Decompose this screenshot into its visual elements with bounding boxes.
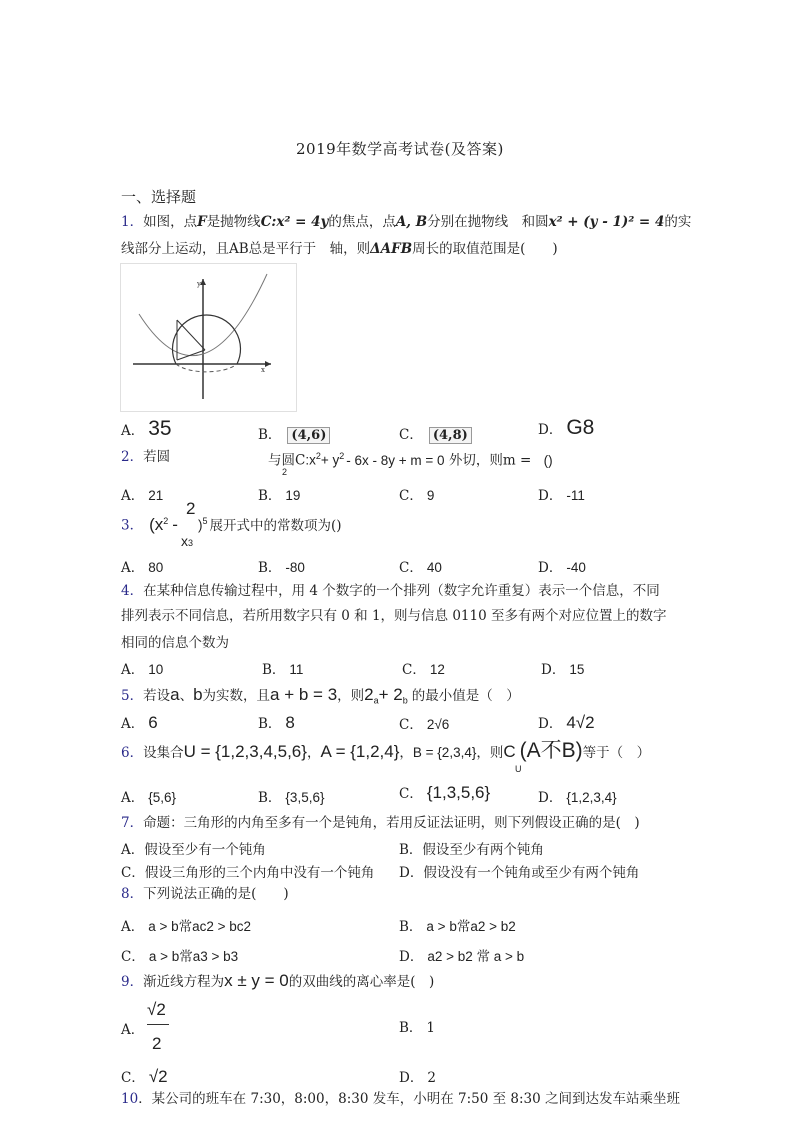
- option-value: 9: [426, 488, 435, 503]
- fraction-numerator: 2: [186, 499, 196, 518]
- text: 的实: [664, 214, 692, 230]
- expr: 2: [364, 685, 374, 704]
- exponent: 3: [188, 538, 194, 548]
- option-value: 35: [148, 417, 172, 440]
- option-value: 4√2: [566, 713, 595, 732]
- option-value: a > b常a2 > b2: [426, 919, 516, 934]
- option-B[interactable]: [258, 786, 324, 806]
- question-number: 7．: [121, 815, 144, 831]
- option-label: A．: [121, 423, 145, 439]
- var-b: b: [193, 685, 203, 704]
- option-label: B．: [399, 842, 423, 858]
- text: ，: [399, 745, 413, 761]
- svg-text:y: y: [197, 280, 201, 288]
- text: 与圆C: [268, 452, 306, 469]
- option-value: 2√6: [426, 717, 450, 732]
- option-D[interactable]: [538, 416, 594, 440]
- expr: (x: [149, 514, 164, 534]
- option-label: A．: [121, 716, 145, 732]
- text: 分别在抛物线 和圆: [427, 214, 549, 230]
- expr: + 2: [378, 685, 403, 704]
- option-value: a > b常a3 > b3: [148, 949, 239, 964]
- question-1-line-1: [121, 213, 691, 231]
- option-value: {3,5,6}: [285, 790, 325, 805]
- option-A-numerator[interactable]: √2: [147, 1000, 166, 1019]
- option-label: A．: [121, 560, 145, 576]
- option-B[interactable]: [258, 556, 305, 576]
- option-value: 假设至少有两个钝角: [422, 842, 544, 858]
- option-value: 假设三角形的三个内角中没有一个钝角: [144, 865, 375, 881]
- option-D[interactable]: [538, 556, 586, 576]
- option-label: C．: [121, 949, 145, 965]
- set-B: B = {2,3,4}: [412, 745, 477, 760]
- option-label: C．: [121, 865, 145, 881]
- option-value: 2: [427, 1070, 436, 1086]
- text: ，则: [476, 745, 504, 761]
- option-B[interactable]: [399, 1016, 435, 1036]
- fraction-bar: [147, 1024, 169, 1025]
- option-C[interactable]: [399, 484, 434, 504]
- text: 展开式中的常数项为(): [209, 517, 342, 534]
- option-value: 19: [285, 488, 301, 503]
- set-expression: (A不B): [519, 739, 583, 762]
- text: 的最小值是（ ）: [411, 688, 520, 704]
- option-A-denominator[interactable]: 2: [152, 1034, 162, 1053]
- option-D[interactable]: [399, 1066, 436, 1086]
- option-label: D．: [399, 865, 424, 881]
- option-label: B．: [258, 790, 282, 806]
- option-label: D．: [399, 1070, 424, 1086]
- option-C[interactable]: [121, 861, 374, 881]
- question-number: 9．: [121, 974, 144, 990]
- option-D[interactable]: [538, 712, 595, 733]
- option-C[interactable]: [121, 945, 238, 965]
- option-A[interactable]: [121, 484, 163, 504]
- option-value: √2: [148, 1067, 168, 1086]
- option-label: C．: [399, 560, 423, 576]
- option-A-label: A．: [121, 1022, 145, 1038]
- question-3: [121, 512, 342, 535]
- expr: ): [197, 517, 203, 533]
- option-D[interactable]: [541, 658, 584, 678]
- option-label: B．: [258, 427, 282, 443]
- option-A[interactable]: [121, 712, 158, 733]
- option-label: B．: [258, 560, 282, 576]
- option-value: -80: [285, 560, 305, 575]
- option-label: A．: [121, 919, 145, 935]
- option-value: (4,6): [287, 427, 330, 444]
- text: ．某公司的班车在 7:30，8:00，8:30 发车，小明在 7:50 至 8:30 之间到达发车站乘坐班: [138, 1091, 681, 1107]
- option-label: B．: [258, 488, 282, 504]
- option-D[interactable]: [538, 786, 617, 806]
- option-D[interactable]: [538, 484, 585, 504]
- parabola-circle-figure: [120, 263, 297, 412]
- option-value: 12: [429, 662, 445, 677]
- option-value: 80: [148, 560, 164, 575]
- option-value: -40: [566, 560, 586, 575]
- option-label: D．: [538, 716, 563, 732]
- question-10: [121, 1090, 680, 1108]
- text: 为实数，且: [202, 688, 271, 704]
- equation: - 6x - 8y + m = 0: [346, 452, 445, 468]
- math-parabola: C:x² = 4y: [260, 214, 329, 230]
- option-C[interactable]: [121, 1066, 168, 1087]
- option-value: 假设没有一个钝角或至少有两个钝角: [423, 865, 640, 881]
- option-label: C．: [402, 662, 426, 678]
- option-label: A．: [121, 842, 145, 858]
- text: 、: [179, 688, 194, 704]
- option-A[interactable]: [121, 838, 266, 858]
- option-C[interactable]: [399, 713, 449, 733]
- option-B[interactable]: [258, 484, 300, 504]
- question-number: 10: [121, 1091, 139, 1107]
- text: 是抛物线: [206, 214, 261, 230]
- option-label: D．: [399, 949, 424, 965]
- question-number: 8．: [121, 886, 144, 902]
- option-value: 40: [426, 560, 442, 575]
- option-D[interactable]: [399, 861, 639, 881]
- text: ，: [306, 745, 321, 761]
- svg-text:x: x: [261, 366, 265, 374]
- option-value: a2 > b2 常 a > b: [427, 949, 525, 964]
- option-label: D．: [538, 790, 563, 806]
- option-value: (4,8): [429, 427, 472, 444]
- text: 若设: [143, 688, 171, 704]
- option-A[interactable]: [121, 915, 251, 935]
- exponent: a: [373, 695, 379, 706]
- var-a: a: [170, 685, 180, 704]
- question-8: [121, 885, 289, 903]
- option-value: 11: [289, 662, 304, 677]
- option-label: A．: [121, 790, 145, 806]
- question-number: 4．: [121, 583, 144, 599]
- subscript: 2: [282, 467, 288, 477]
- option-value: {5,6}: [148, 790, 177, 805]
- option-label: A．: [121, 662, 145, 678]
- option-C[interactable]: [402, 658, 445, 678]
- option-value: -11: [566, 488, 585, 503]
- option-B[interactable]: [262, 658, 303, 678]
- option-label: D．: [541, 662, 566, 678]
- question-5: [121, 686, 520, 710]
- question-2-text: [268, 447, 553, 470]
- question-6: [121, 739, 651, 762]
- question-4-line-1: [121, 582, 660, 600]
- option-label: D．: [538, 422, 563, 438]
- text: 的双曲线的离心率是( ): [288, 974, 435, 990]
- option-label: D．: [538, 488, 563, 504]
- math-triangle: ΔAFB: [370, 241, 413, 257]
- exponent: 2: [163, 516, 169, 526]
- option-label: C．: [399, 427, 423, 443]
- option-value: 假设至少有一个钝角: [144, 842, 266, 858]
- option-A[interactable]: [121, 786, 176, 806]
- option-value: 10: [148, 662, 164, 677]
- text: 如图，点: [143, 214, 198, 230]
- text: 渐近线方程为: [143, 974, 225, 990]
- option-B[interactable]: [258, 712, 295, 733]
- expr: -: [172, 514, 178, 534]
- option-value: a > b常ac2 > bc2: [148, 919, 252, 934]
- option-label: C．: [399, 717, 423, 733]
- question-number: 3．: [121, 517, 144, 534]
- text: 等于（ ）: [582, 745, 651, 761]
- option-A[interactable]: [121, 417, 172, 441]
- text: :x: [305, 452, 316, 468]
- question-number: 2．: [121, 449, 144, 465]
- equation: a + b = 3: [270, 685, 338, 704]
- option-label: C．: [399, 488, 423, 504]
- option-C[interactable]: [399, 423, 472, 444]
- text: 的焦点，点: [328, 214, 396, 230]
- option-C[interactable]: [399, 556, 442, 576]
- complement-C: C: [503, 742, 516, 761]
- question-7: [121, 814, 640, 832]
- option-B[interactable]: [399, 915, 516, 935]
- text: 在某种信息传输过程中，用 4 个数字的一个排列（数字允许重复）表示一个信息，不同: [143, 583, 660, 599]
- text: x: [181, 533, 188, 549]
- question-4-line-2: 排列表示不同信息，若所用数字只有 0 和 1，则与信息 0110 至多有两个对应位置上的数字: [121, 608, 667, 624]
- text: 下列说法正确的是( ): [143, 886, 289, 902]
- question-number: 5．: [121, 688, 144, 704]
- text: 线部分上运动，且AB总是平行于 轴，则: [121, 241, 371, 257]
- exponent: 2: [339, 451, 345, 461]
- option-label: A．: [121, 488, 145, 504]
- option-label: B．: [262, 662, 286, 678]
- option-A[interactable]: [121, 556, 163, 576]
- option-value: 1: [426, 1020, 436, 1036]
- equation: x ± y = 0: [224, 971, 289, 990]
- option-label: B．: [399, 1020, 423, 1036]
- text: 命题：三角形的内角至多有一个是钝角，若用反证法证明，则下列假设正确的是( ): [143, 815, 640, 831]
- text: 周长的取值范围是( ): [412, 241, 558, 257]
- question-9: [121, 972, 434, 991]
- option-B[interactable]: [399, 838, 544, 858]
- option-value: 8: [285, 713, 295, 732]
- text: (): [543, 452, 553, 468]
- option-value: 15: [569, 662, 585, 677]
- option-B[interactable]: [258, 423, 330, 444]
- question-number: 6．: [121, 745, 144, 761]
- option-value: 21: [148, 488, 164, 503]
- math-circle: x² + (y - 1)² = 4: [548, 214, 665, 230]
- question-4-line-3: 相同的信息个数为: [121, 635, 229, 651]
- option-label: C．: [121, 1070, 145, 1086]
- option-A[interactable]: [121, 658, 163, 678]
- option-label: D．: [538, 560, 563, 576]
- text: 设集合: [143, 745, 184, 761]
- option-value: {1,3,5,6}: [426, 783, 491, 802]
- subscript: U: [515, 764, 522, 774]
- option-C[interactable]: [399, 782, 490, 803]
- option-label: B．: [399, 919, 423, 935]
- set-U: U = {1,2,3,4,5,6}: [183, 742, 307, 761]
- text: ，则: [337, 688, 365, 704]
- math-AB: A, B: [395, 214, 428, 230]
- fraction-denominator: [181, 533, 193, 549]
- figure-graph: [121, 264, 296, 411]
- exponent: b: [402, 695, 408, 706]
- set-A: A = {1,2,4}: [320, 742, 400, 761]
- question-1-line-2: [121, 240, 558, 258]
- option-label: C．: [399, 786, 423, 802]
- text: 外切，则m =: [448, 452, 532, 469]
- math-F: F: [197, 214, 207, 230]
- question-2-number: [121, 448, 170, 466]
- exponent: 5: [202, 516, 208, 526]
- option-value: 6: [148, 713, 158, 732]
- option-D[interactable]: [399, 945, 524, 965]
- text: + y: [320, 452, 340, 468]
- text: 若圆: [143, 449, 171, 465]
- option-label: B．: [258, 716, 282, 732]
- page-title: 2019年数学高考试卷(及答案): [296, 140, 504, 158]
- option-value: {1,2,3,4}: [566, 790, 617, 805]
- section-heading: 一、选择题: [121, 188, 197, 206]
- exponent: 2: [315, 451, 321, 461]
- option-value: G8: [566, 416, 595, 439]
- question-number: 1．: [121, 214, 144, 230]
